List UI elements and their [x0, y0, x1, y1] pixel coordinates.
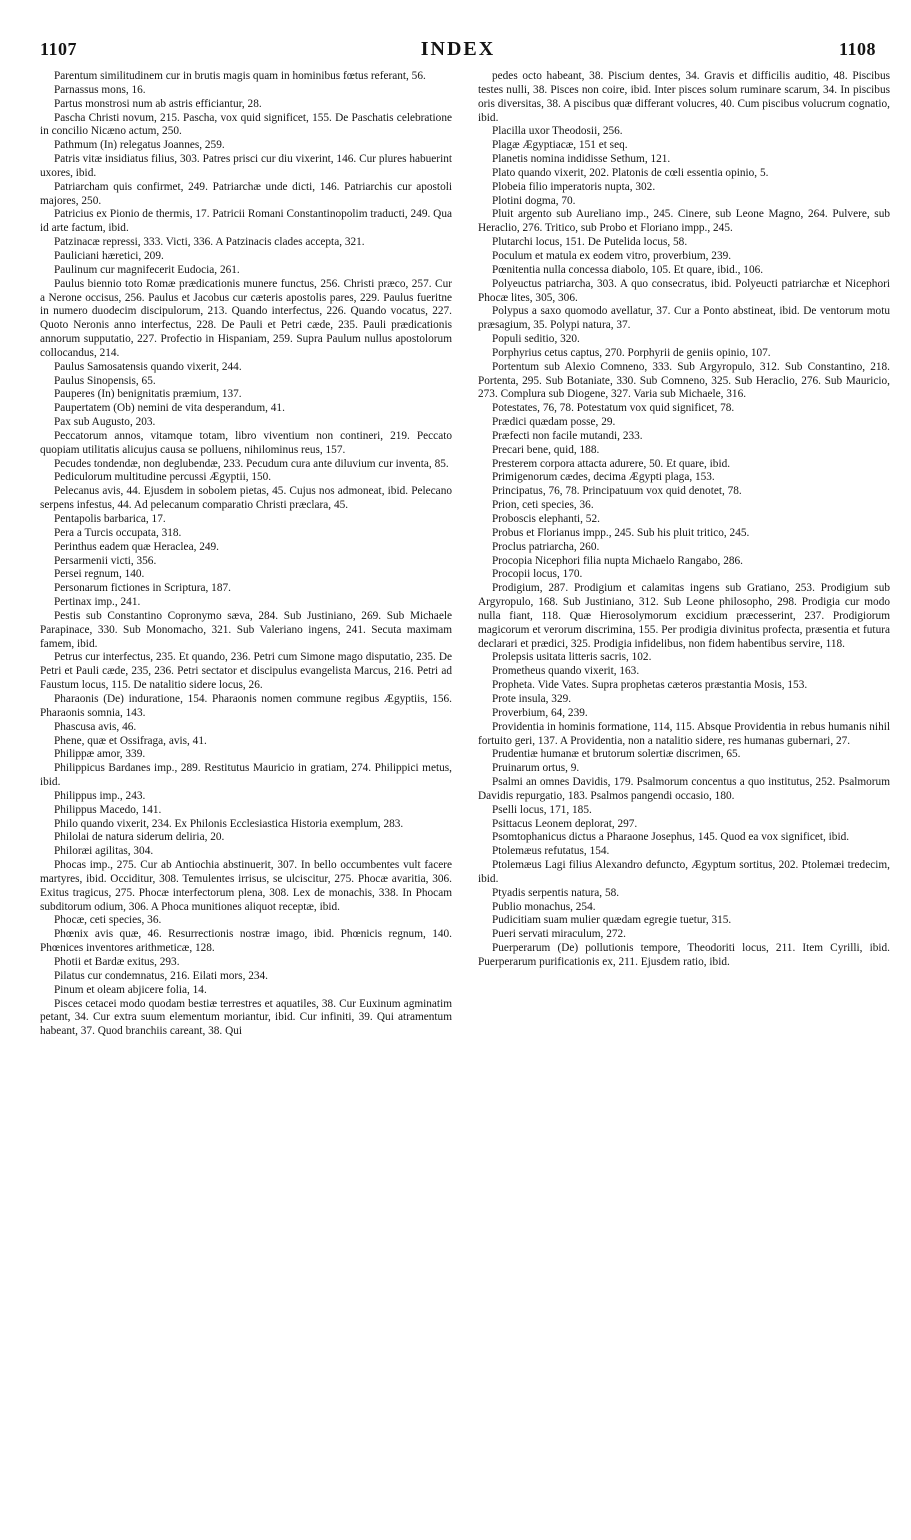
left-page-number: 1107 [40, 38, 78, 59]
index-entry: Publio monachus, 254. [492, 900, 596, 913]
index-entry: Philippæ amor, 339. [54, 748, 146, 761]
index-entry: Propheta. Vide Vates. Supra prophetas cæteros præstantia Mosis, 153. [492, 679, 808, 692]
index-entry: Presterem corpora attacta adurere, 50. Et quare, ibid. [492, 457, 731, 470]
index-entry: Petrus cur interfectus, 235. Et quando, 236. Petri cum Simone mago disputatio, 235. De Petri et Pauli cæde, 235, 236. Petri sectator et discipulus evangelista Marcus, 216. Petri ad Faustum locus, 115. De natalitio sidere locus, 26. [40, 651, 452, 692]
index-entry: Pascha Christi novum, 215. Pascha, vox quid significet, 155. De Paschatis celebratione in concilio Nicæno actum, 250. [40, 111, 452, 138]
index-entry: Pathmum (In) relegatus Joannes, 259. [54, 139, 225, 152]
index-entry: Parnassus mons, 16. [54, 83, 146, 96]
index-entry: Philolai de natura siderum deliria, 20. [54, 831, 225, 844]
index-entry: Pera a Turcis occupata, 318. [54, 526, 182, 539]
index-entry: Prolepsis usitata litteris sacris, 102. [492, 651, 652, 664]
index-entry: Pharaonis (De) induratione, 154. Pharaonis nomen commune regibus Ægyptiis, 156. Pharaonis somnia, 143. [40, 692, 452, 719]
index-entry: Prometheus quando vixerit, 163. [492, 665, 640, 678]
index-entry: Partus monstrosi num ab astris efficiantur, 28. [54, 97, 262, 110]
index-entry: Puerperarum (De) pollutionis tempore, Theodoriti locus, 211. Item Cyrilli, ibid. Puerperarum purificationis ex, 211. Ejusdem ratio, ibid. [478, 942, 890, 968]
index-entry: Placilla uxor Theodosii, 256. [492, 125, 623, 138]
index-entry: Phascusa avis, 46. [54, 720, 137, 733]
index-entry: pedes octo habeant, 38. Piscium dentes, 34. Gravis et difficilis auditio, 48. Piscibus testes nulli, 38. Pisces non coire, ibid. Inter pisces solum ruminare scarum, 34. In piscibus oris diversitas, 38. A piscibus quæ differant volucres, 40. Cum piscibus volucrum cognatio, ibid. [478, 70, 890, 124]
index-entry: Philoræi agilitas, 304. [54, 845, 154, 858]
index-entry: Psittacus Leonem deplorat, 297. [492, 817, 638, 830]
index-entry: Phocæ, ceti species, 36. [54, 914, 162, 927]
index-entry: Philo quando vixerit, 234. Ex Philonis Ecclesiastica Historia exemplum, 283. [54, 817, 404, 830]
right-page-number: 1108 [838, 38, 876, 59]
index-entry: Paulinum cur magnifecerit Eudocia, 261. [54, 263, 240, 276]
index-entry: Pruinarum ortus, 9. [492, 762, 580, 775]
index-entry: Parentum similitudinem cur in brutis magis quam in hominibus fœtus referant, 56. [54, 70, 426, 82]
left-index-column [40, 70, 452, 1039]
index-entry: Pilatus cur condemnatus, 216. Eilati mors, 234. [54, 969, 268, 982]
index-entry: Pecudes tondendæ, non deglubendæ, 233. Pecudum cura ante diluvium cur inventa, 85. [54, 457, 449, 470]
index-entry: Patriarcham quis confirmet, 249. Patriarchæ unde dicti, 146. Patriarchis cur apostoli majores, 250. [40, 180, 452, 207]
index-entry: Plato quando vixerit, 202. Platonis de cœli essentia opinio, 5. [492, 166, 769, 179]
index-entry: Precari bene, quid, 188. [492, 443, 600, 456]
index-entry: Providentia in hominis formatione, 114, 115. Absque Providentia in rebus humanis nihil fortuito geri, 137. A Providentia, non a natalitio sidere, res humanas gubernari, 27. [478, 720, 890, 747]
index-entry: Personarum fictiones in Scriptura, 187. [54, 582, 231, 595]
index-entry: Porphyrius cetus captus, 270. Porphyrii de geniis opinio, 107. [492, 346, 771, 359]
index-entry: Principatus, 76, 78. Principatuum vox quid denotet, 78. [492, 485, 742, 498]
running-title: INDEX [420, 37, 496, 60]
index-entry: Pudicitiam suam mulier quædam egregie tuetur, 315. [492, 914, 732, 927]
index-entry: Pelecanus avis, 44. Ejusdem in sobolem pietas, 45. Cujus nos admoneat, ibid. Pelecano serpens infestus, 44. Ad pelecanum comparatio Christi præclara, 45. [40, 485, 452, 512]
index-entry: Pestis sub Constantino Copronymo sæva, 284. Sub Justiniano, 269. Sub Michaele Parapinace, 330. Sub Monomacho, 321. Sub Valeriano ingens, 241. Secuta maximam famem, ibid. [40, 609, 452, 650]
right-index-column [478, 70, 890, 970]
index-entry: Portentum sub Alexio Comneno, 333. Sub Argyropulo, 312. Sub Constantino, 218. Portenta, 295. Sub Botaniate, 330. Sub Comneno, 325. Sub Heraclio, 276. Sub Mauricio, 273. Complura sub Diogene, 327. Varia sub Michaele, 316. [478, 360, 890, 401]
index-entry: Procopia Nicephori filia nupta Michaelo Rangabo, 286. [492, 554, 743, 567]
page-header [40, 36, 876, 62]
index-entry: Phœnix avis quæ, 46. Resurrectionis nostræ imago, ibid. Phœnicis regnum, 140. Phœnices inventores arithmeticæ, 128. [40, 928, 452, 955]
index-entry: Pselli locus, 171, 185. [492, 803, 592, 816]
index-entry: Populi seditio, 320. [492, 333, 580, 346]
index-entry: Primigenorum cædes, decima Ægypti plaga, 153. [492, 471, 715, 484]
index-entry: Pauperes (In) benignitatis præmium, 137. [54, 388, 242, 401]
index-entry: Plagæ Ægyptiacæ, 151 et seq. [492, 139, 628, 152]
index-entry: Phocas imp., 275. Cur ab Antiochia abstinuerit, 307. In bello occumbentes vult facere martyres, ibid. Occiditur, 308. Temulentes irrisus, se ulciscitur, 275. Phocæ avaritia, 306. Exitus tragicus, 275. Phocæ interfectorum plena, 308. Lex de monachis, 338. In Phocam subditorum odium, 306. A Phoca munitiones aliquot receptæ, ibid. [40, 859, 452, 913]
index-entry: Plobeia filio imperatoris nupta, 302. [492, 180, 656, 193]
index-entry: Persarmenii victi, 356. [54, 554, 157, 567]
index-entry: Poculum et matula ex eodem vitro, proverbium, 239. [492, 249, 732, 262]
index-entry: Pertinax imp., 241. [54, 596, 141, 609]
index-entry: Potestates, 76, 78. Potestatum vox quid significet, 78. [492, 402, 735, 415]
index-entry: Pœnitentia nulla concessa diabolo, 105. Et quare, ibid., 106. [492, 263, 764, 276]
index-entry: Philippus Macedo, 141. [54, 803, 162, 816]
index-entry: Peccatorum annos, vitamque totam, libro viventium non contineri, 219. Peccato quopiam utilitatis alicujus causa se polluens, nihilominus reus, 157. [40, 429, 452, 456]
index-entry: Plotini dogma, 70. [492, 194, 576, 207]
index-entry: Patricius ex Pionio de thermis, 17. Patricii Romani Constantinopolim traducti, 249. Qua id arte factum, ibid. [40, 208, 452, 235]
index-entry: Prion, ceti species, 36. [492, 499, 594, 512]
index-entry: Psalmi an omnes Davidis, 179. Psalmorum concentus a quo institutus, 252. Psalmorum Davidis repurgatio, 183. Psalmos pangendi occasio, 180. [478, 776, 890, 802]
index-entry: Pauliciani hæretici, 209. [54, 249, 164, 262]
index-entry: Probus et Florianus impp., 245. Sub his pluit tritico, 245. [492, 526, 750, 539]
index-entry: Ptyadis serpentis natura, 58. [492, 886, 620, 899]
index-entry: Pinum et oleam abjicere folia, 14. [54, 983, 207, 996]
index-entry: Paulus Sinopensis, 65. [54, 374, 156, 387]
index-entry: Prædici quædam posse, 29. [492, 416, 616, 429]
index-entry: Psomtophanicus dictus a Pharaone Josephus, 145. Quod ea vox significet, ibid. [492, 831, 850, 844]
index-entry: Polypus a saxo quomodo avellatur, 37. Cur a Ponto abstineat, ibid. De ventorum motu præsagium, 35. Polypi natura, 37. [478, 305, 890, 332]
index-entry: Patris vitæ insidiatus filius, 303. Patres prisci cur diu vixerint, 146. Cur plures habuerint uxores, ibid. [40, 153, 452, 179]
index-entry: Pax sub Augusto, 203. [54, 416, 156, 429]
index-entry: Proverbium, 64, 239. [492, 706, 588, 719]
index-entry: Planetis nomina indidisse Sethum, 121. [492, 153, 671, 166]
index-entry: Paulus biennio toto Romæ prædicationis munere functus, 256. Christi præco, 257. Cur a Nerone occisus, 256. Paulus et Jacobus cur cæteris apostolis pares, 229. Paulus fueritne in numero duodecim discipulorum, 213. Quando interfectus, 226. Quando vocatus, 227. Quoto Neronis anno interfectus, 228. De Pauli et Petri cæde, 235. Pauli prædicationis annorum supputatio, 227. Profectio in Hispaniam, 259. Supra Paulum nullus apostolorum collocandus, 214. [40, 277, 452, 359]
index-entry: Paulus Samosatensis quando vixerit, 244. [54, 360, 242, 373]
index-entry: Procopii locus, 170. [492, 568, 583, 581]
index-entry: Philippicus Bardanes imp., 289. Restitutus Mauricio in gratiam, 274. Philippici metus, ibid. [40, 762, 452, 789]
index-entry: Philippus imp., 243. [54, 789, 146, 802]
index-entry: Pueri servati miraculum, 272. [492, 928, 626, 941]
index-entry: Prodigium, 287. Prodigium et calamitas ingens sub Gratiano, 253. Prodigium sub Argyropulo, 168. Sub Justiniano, 312. Sub Leone philosopho, 298. Prodigia cur modo nulla fiant, 118. Quæ Hierosolymorum excidium præcesserint, 237. Prodigiorum magicorum et verorum discrimina, 155. Per prodigia divinitus profecta, præsentia et futura declarari et prædici, 325. Prodigia infidelibus, non fidem habentibus servire, 118. [478, 582, 890, 650]
index-entry: Pisces cetacei modo quodam bestiæ terrestres et aquatiles, 38. Cur Euxinum agminatim petant, 34. Cur extra suum elementum moriantur, ibid. Cur infiniti, 39. Qui atramentum habeant, 37. Quod branchiis careant, 38. Qui [40, 997, 452, 1038]
index-entry: Proboscis elephanti, 52. [492, 513, 600, 525]
index-entry: Ptolemæus Lagi filius Alexandro defuncto, Ægyptum sortitus, 202. Ptolemæi tredecim, ibid. [478, 859, 890, 885]
index-entry: Pluit argento sub Aureliano imp., 245. Cinere, sub Leone Magno, 264. Pulvere, sub Heraclio, 276. Tritico, sub Probo et Floriano impp., 245. [478, 208, 890, 235]
index-entry: Præfecti non facile mutandi, 233. [492, 429, 643, 442]
index-entry: Plutarchi locus, 151. De Putelida locus, 58. [492, 236, 688, 249]
index-entry: Pentapolis barbarica, 17. [54, 513, 166, 525]
index-entry: Patzinacæ repressi, 333. Victi, 336. A Patzinacis clades accepta, 321. [54, 236, 365, 249]
index-entry: Ptolemæus refutatus, 154. [492, 845, 610, 858]
index-entry: Paupertatem (Ob) nemini de vita desperandum, 41. [54, 402, 285, 415]
index-entry: Phene, quæ et Ossifraga, avis, 41. [54, 734, 207, 747]
index-entry: Photii et Bardæ exitus, 293. [54, 956, 180, 968]
index-entry: Proclus patriarcha, 260. [492, 540, 600, 553]
index-entry: Persei regnum, 140. [54, 568, 145, 581]
index-entry: Perinthus eadem quæ Heraclea, 249. [54, 540, 220, 553]
index-entry: Prudentiæ humanæ et brutorum solertiæ discrimen, 65. [492, 748, 741, 761]
index-entry: Prote insula, 329. [492, 692, 572, 705]
index-entry: Pediculorum multitudine percussi Ægyptii, 150. [54, 471, 272, 484]
index-entry: Polyeuctus patriarcha, 303. A quo consecratus, ibid. Polyeucti patriarchæ et Nicephori Phocæ lites, 305, 306. [478, 277, 890, 304]
